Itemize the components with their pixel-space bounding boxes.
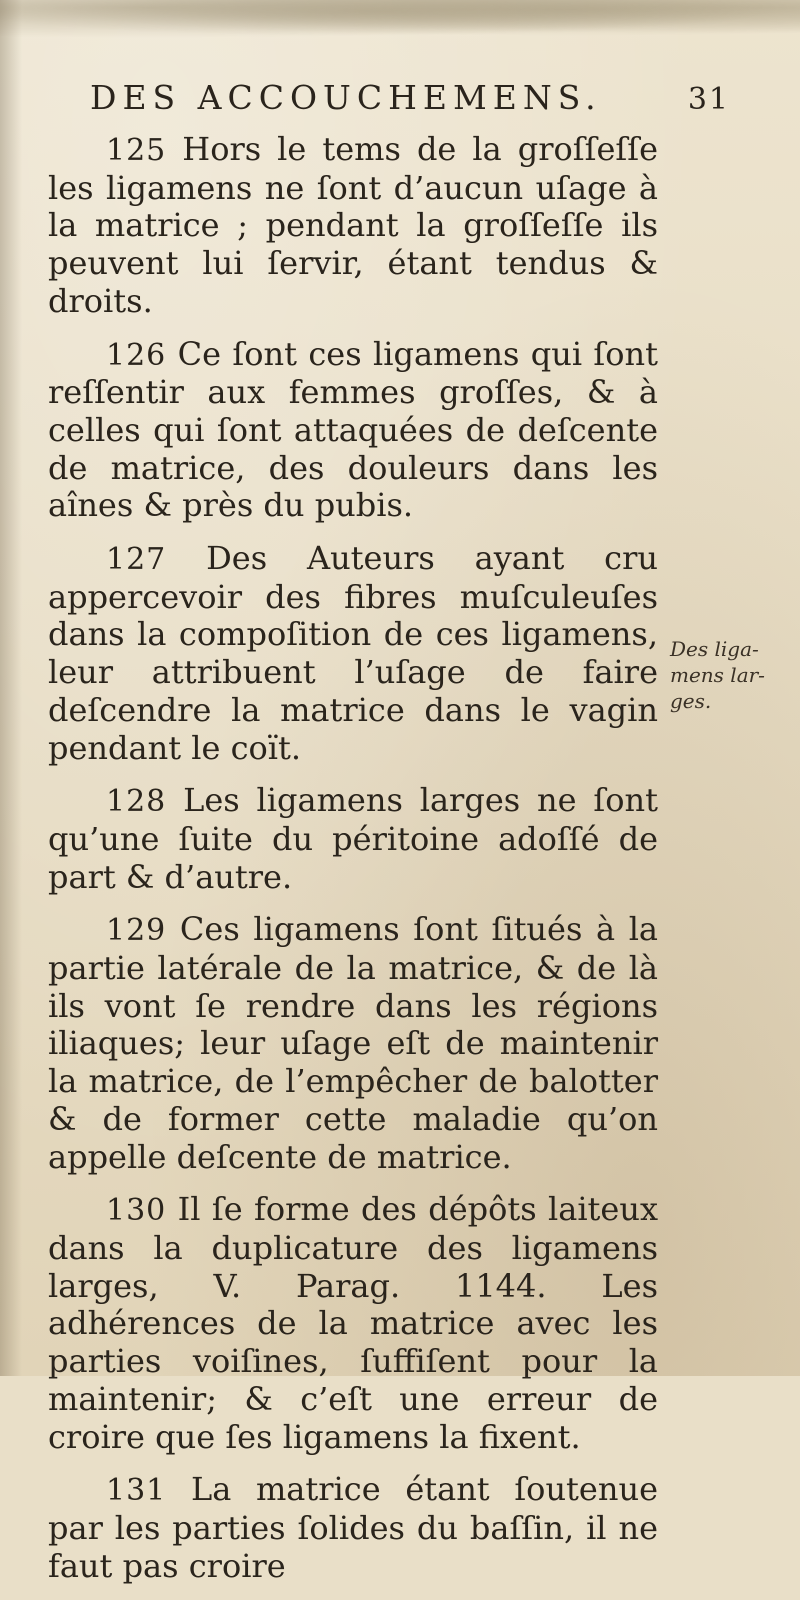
running-head: [90, 78, 730, 122]
paragraph-number: 127: [106, 542, 167, 578]
paragraph-number: 130: [106, 1193, 167, 1229]
page-stain: [0, 0, 800, 38]
paragraph-number: 125: [106, 133, 167, 168]
page-number: 31: [687, 82, 730, 117]
margin-note-line: ges.: [670, 689, 712, 713]
paragraph-131: [48, 1471, 658, 1585]
paragraph-number: 131: [106, 1473, 167, 1509]
paragraph-text: La matrice étant ſoutenue par les parties ſolides du baſſin, il ne faut pas croire: [48, 1470, 659, 1585]
paragraph-127: [48, 540, 658, 767]
margin-note-line: Des liga-: [670, 637, 759, 661]
running-head-title: DES ACCOUCHEMENS.: [90, 78, 602, 117]
paragraph-125: [48, 131, 658, 321]
paragraph-text: Les ligamens larges ne ſont qu’une ſuite du péritoine adoſſé de part & d’autre.: [48, 781, 659, 896]
paragraph-128: [48, 782, 658, 896]
paragraph-130: [48, 1191, 658, 1456]
margin-note: [670, 636, 800, 714]
paragraph-126: [48, 336, 658, 526]
paragraph-text: Hors le tems de la groſſeſſe les ligamens ne ſont d’aucun uſage à la matrice ; pendant la groſſeſſe ils peuvent lui ſervir, étant tendus & droits.: [48, 130, 659, 320]
paragraph-number: 128: [106, 784, 167, 820]
paragraph-text: Ce ſont ces ligamens qui ſont reſſentir aux femmes groſſes, & à celles qui ſont attaquées de deſcente de matrice, des douleurs dans les aînes & près du pubis.: [48, 334, 659, 525]
margin-note-line: mens lar-: [670, 663, 765, 687]
paragraph-number: 126: [106, 337, 167, 373]
paragraph-text: Ces ligamens ſont ſitués à la partie latérale de la matrice, & de là ils vont ſe rendre dans les régions iliaques; leur uſage eſt de maintenir la matrice, de l’empêcher de balotter & de former cette maladie qu’on appelle deſcente de matrice.: [48, 910, 659, 1176]
paragraph-129: [48, 911, 658, 1176]
paragraph-number: 129: [106, 913, 167, 949]
body-text: [48, 131, 658, 1600]
page-gutter-shadow: [0, 0, 22, 1376]
paragraph-text: Il ſe forme des dépôts laiteux dans la duplicature des ligamens larges, V. Parag. 1144. Les adhérences de la matrice avec les parties voiſines, ſuffiſent pour la maintenir; & c’eſt une erreur de croire que ſes ligamens la fixent.: [48, 1190, 659, 1456]
paragraph-text: Des Auteurs ayant cru appercevoir des fibres muſculeuſes dans la compoſition de ces ligamens, leur attribuent l’uſage de faire deſcendre la matrice dans le vagin pendant le coït.: [48, 539, 659, 767]
